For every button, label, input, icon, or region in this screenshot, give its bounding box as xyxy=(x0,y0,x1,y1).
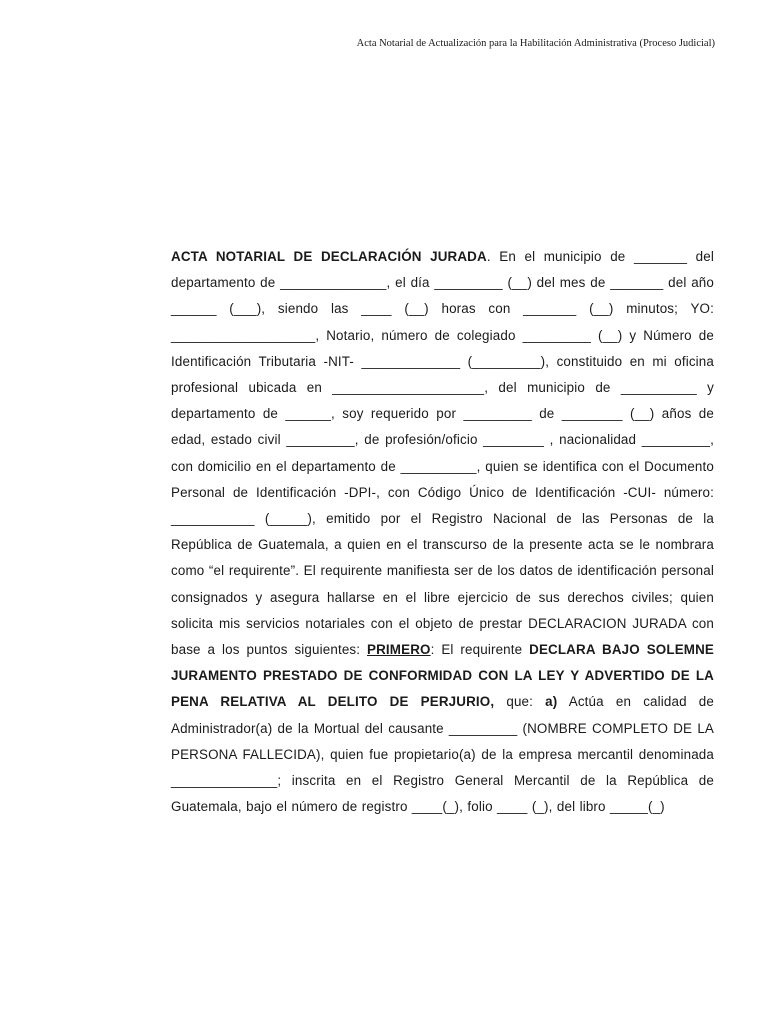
paragraph-text-4: Actúa en calidad de Administrador(a) de la Mortual del causante _________ (NOMBRE COMPLETO DE LA PERSONA FALLECIDA), quien fue propietario(a) de la empresa mercantil denominada ______________; inscrita en el Registro General Mercantil de la República de Guatemala, bajo el número de registro ____(_), folio ____ (_), del libro _____(_) xyxy=(171,694,715,815)
solemn-declaration: DECLARA BAJO SOLEMNE JURAMENTO PRESTADO DE CONFORMIDAD CON LA LEY Y ADVERTIDO DE LA PENA RELATIVA AL DELITO DE PERJURIO, xyxy=(171,642,714,710)
document-title: ACTA NOTARIAL DE DECLARACIÓN JURADA xyxy=(171,249,487,264)
paragraph-text-1: . En el municipio de _______ del departamento de ______________, el día _________ (__) del mes de _______ del año ______ (___), siendo las ____ (__) horas con _______ (__) minutos; YO: ___________________, Notario, número de colegiado _________ (__) y Número de Identificación Tributaria -NIT- _____________ (_________), constituido en mi oficina profesional ubicada en ____________________, del municipio de __________ y departamento de ______, soy requerido por _________ de ________ (__) años de edad, estado civil _________, de profesión/oficio ________ , nacionalidad _________, con domicilio en el departamento de __________, quien se identifica con el Documento Personal de Identificación -DPI-, con Código Único de Identificación -CUI- número: ___________ (_____), emitido por el Registro Nacional de las Personas de la República de Guatemala, a quien en el transcurso de la presente acta se le nombrara como “el requirente”. El requirente manifiesta ser de los datos de identificación personal consignados y asegura hallarse en el libre ejercicio de sus derechos civiles; quien solicita mis servicios notariales con el objeto de prestar DECLARACION JURADA con base a los puntos siguientes: xyxy=(171,249,714,658)
document-body xyxy=(171,244,714,820)
paragraph-text-2: : El requirente xyxy=(430,642,530,658)
running-header: Acta Notarial de Actualización para la Habilitación Administrativa (Proceso Judicial) xyxy=(356,38,715,49)
primero-heading: PRIMERO xyxy=(367,642,431,658)
item-a-label: a) xyxy=(545,694,558,710)
paragraph-text-3: que: xyxy=(494,694,546,710)
